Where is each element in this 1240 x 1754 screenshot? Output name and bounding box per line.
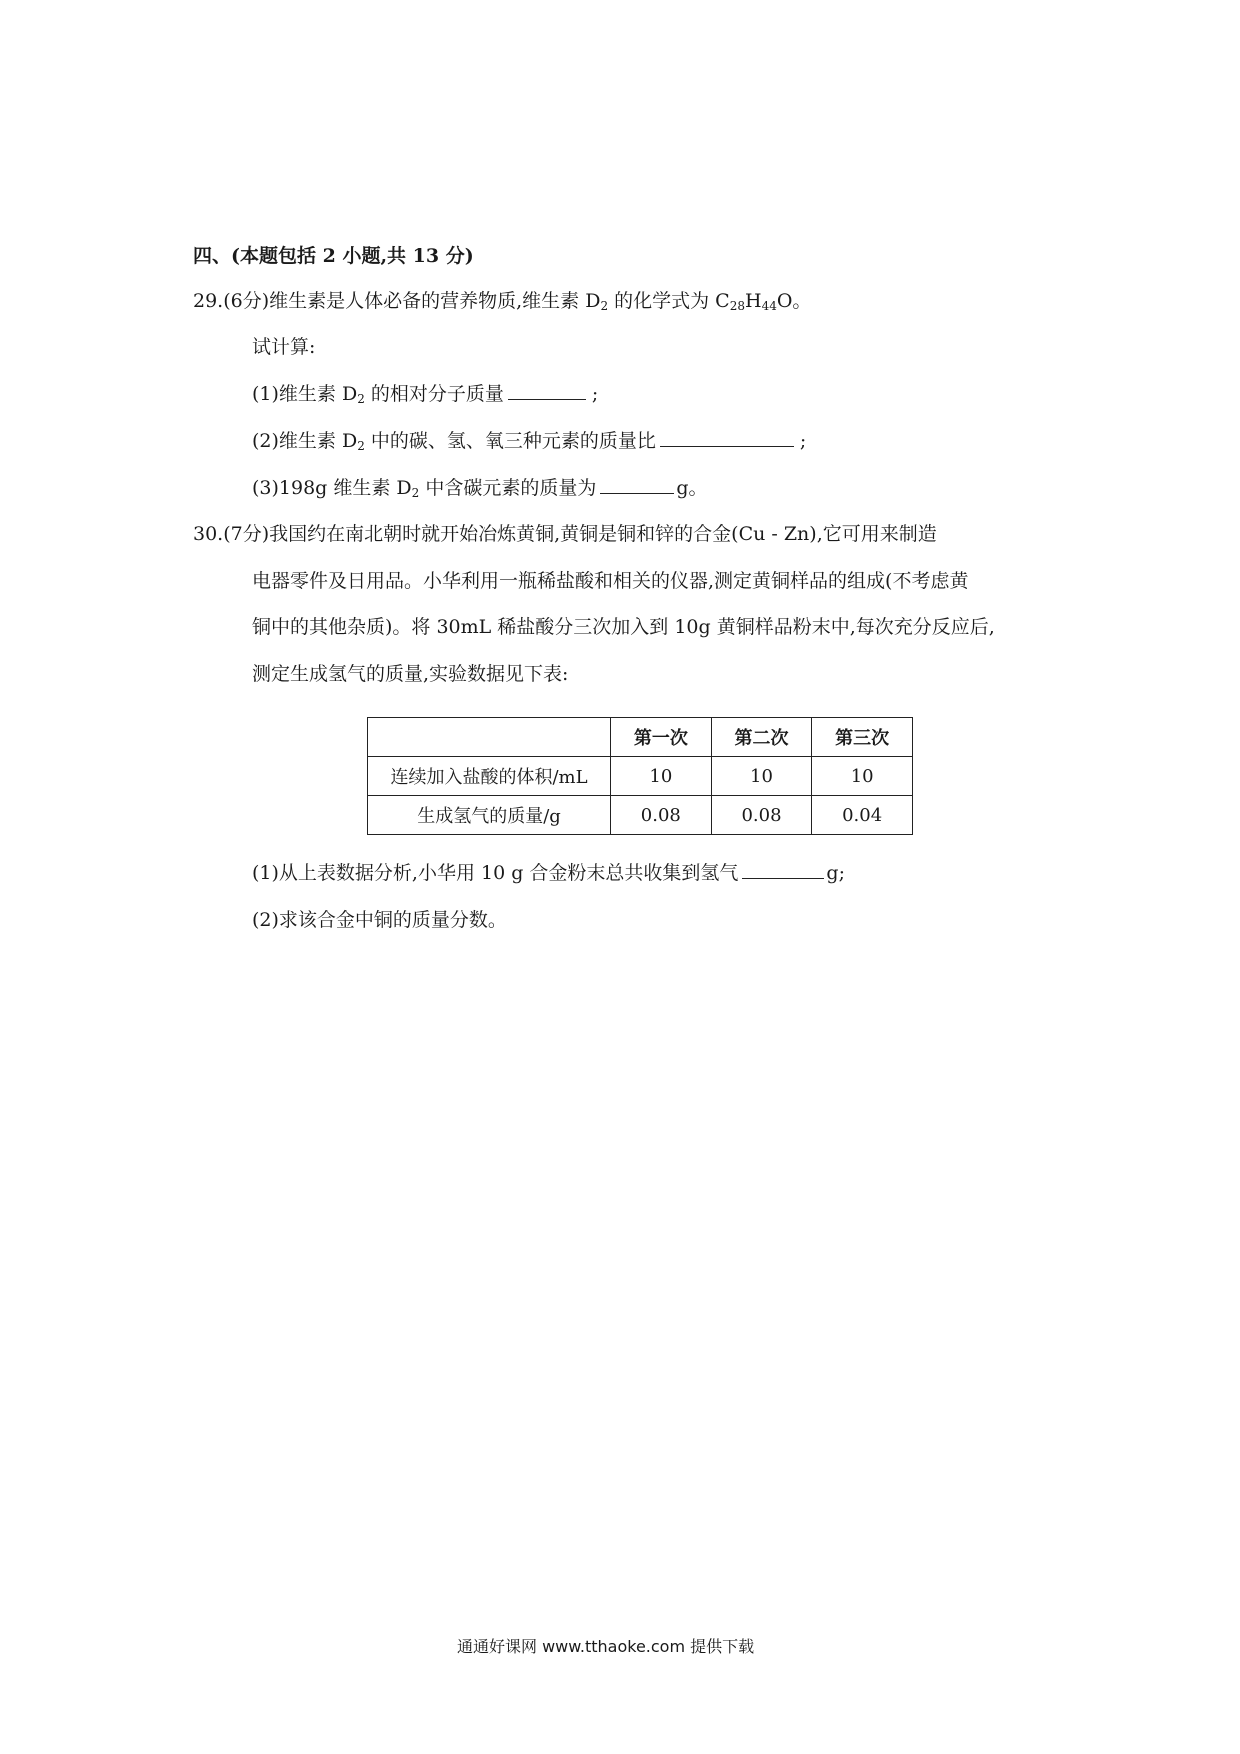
q29-p1-end: ; [591,383,599,405]
q29-part2 [252,428,806,454]
q29-d-sub: 2 [600,299,609,313]
q30-line3: 铜中的其他杂质)。将 30mL 稀盐酸分三次加入到 10g 黄铜样品粉末中,每次充分反应后, [252,616,995,638]
table-cell: 10 [711,757,812,796]
q29-h-text: H [745,290,762,312]
q29-p1-sub: 2 [357,392,365,406]
table-cell: 0.04 [812,796,913,835]
table-header-cell: 第二次 [711,718,812,757]
q29-p1-blank[interactable] [508,381,586,400]
table-row [368,796,913,835]
table-header-cell: 第三次 [812,718,913,757]
data-table [367,717,913,835]
section-title: 四、(本题包括 2 小题,共 13 分) [193,245,474,267]
q29-part1 [252,381,598,407]
q29-p1-b: 的相对分子质量 [364,383,504,405]
q29-p3-end: g。 [676,477,708,499]
footer-text: 通通好课网 www.tthaoke.com 提供下载 [457,1637,755,1656]
q29-part3 [252,475,708,501]
q29-p3-blank[interactable] [600,475,674,494]
q30-line4: 测定生成氢气的质量,实验数据见下表: [252,663,569,685]
table-row-label: 连续加入盐酸的体积/mL [368,757,611,796]
table-header-cell [368,718,611,757]
q29-p2-blank[interactable] [660,428,794,447]
table-row-label: 生成氢气的质量/g [368,796,611,835]
q30-s1-end: g; [826,862,845,884]
q29-p3-sub: 2 [411,486,420,500]
q29-stem-mid: 的化学式为 C [608,290,730,312]
q29-stem-prefix: 29.(6分)维生素是人体必备的营养物质,维生素 D [193,290,601,312]
q29-h-sub: 44 [761,299,777,313]
q30-sub1 [252,860,845,886]
table-cell: 10 [812,757,913,796]
table-cell: 0.08 [611,796,712,835]
table-header-row [368,718,913,757]
q29-p2-sub: 2 [357,439,365,453]
q30-s1-blank[interactable] [742,860,824,879]
q30-sub2: (2)求该合金中铜的质量分数。 [252,909,507,931]
q29-p1-a: (1)维生素 D [252,383,358,405]
q29-p3-a: (3)198g 维生素 D [252,477,412,499]
q29-p2-end: ; [799,430,807,452]
table-header-cell: 第一次 [611,718,712,757]
q29-p2-a: (2)维生素 D [252,430,358,452]
q30-line2: 电器零件及日用品。小华利用一瓶稀盐酸和相关的仪器,测定黄铜样品的组成(不考虑黄 [252,570,969,592]
table-cell: 10 [611,757,712,796]
q29-prompt: 试计算: [252,336,316,358]
q29-p3-b: 中含碳元素的质量为 [419,477,597,499]
q29-p2-b: 中的碳、氢、氧三种元素的质量比 [364,430,656,452]
q29-c-sub: 28 [729,299,745,313]
q29-stem [193,288,811,314]
q30-s1-a: (1)从上表数据分析,小华用 10 g 合金粉末总共收集到氢气 [252,862,739,884]
q30-line1: 30.(7分)我国约在南北朝时就开始冶炼黄铜,黄铜是铜和锌的合金(Cu - Zn),它可用来制造 [193,523,937,545]
table-cell: 0.08 [711,796,812,835]
q29-stem-end: O。 [776,290,812,312]
table-row [368,757,913,796]
